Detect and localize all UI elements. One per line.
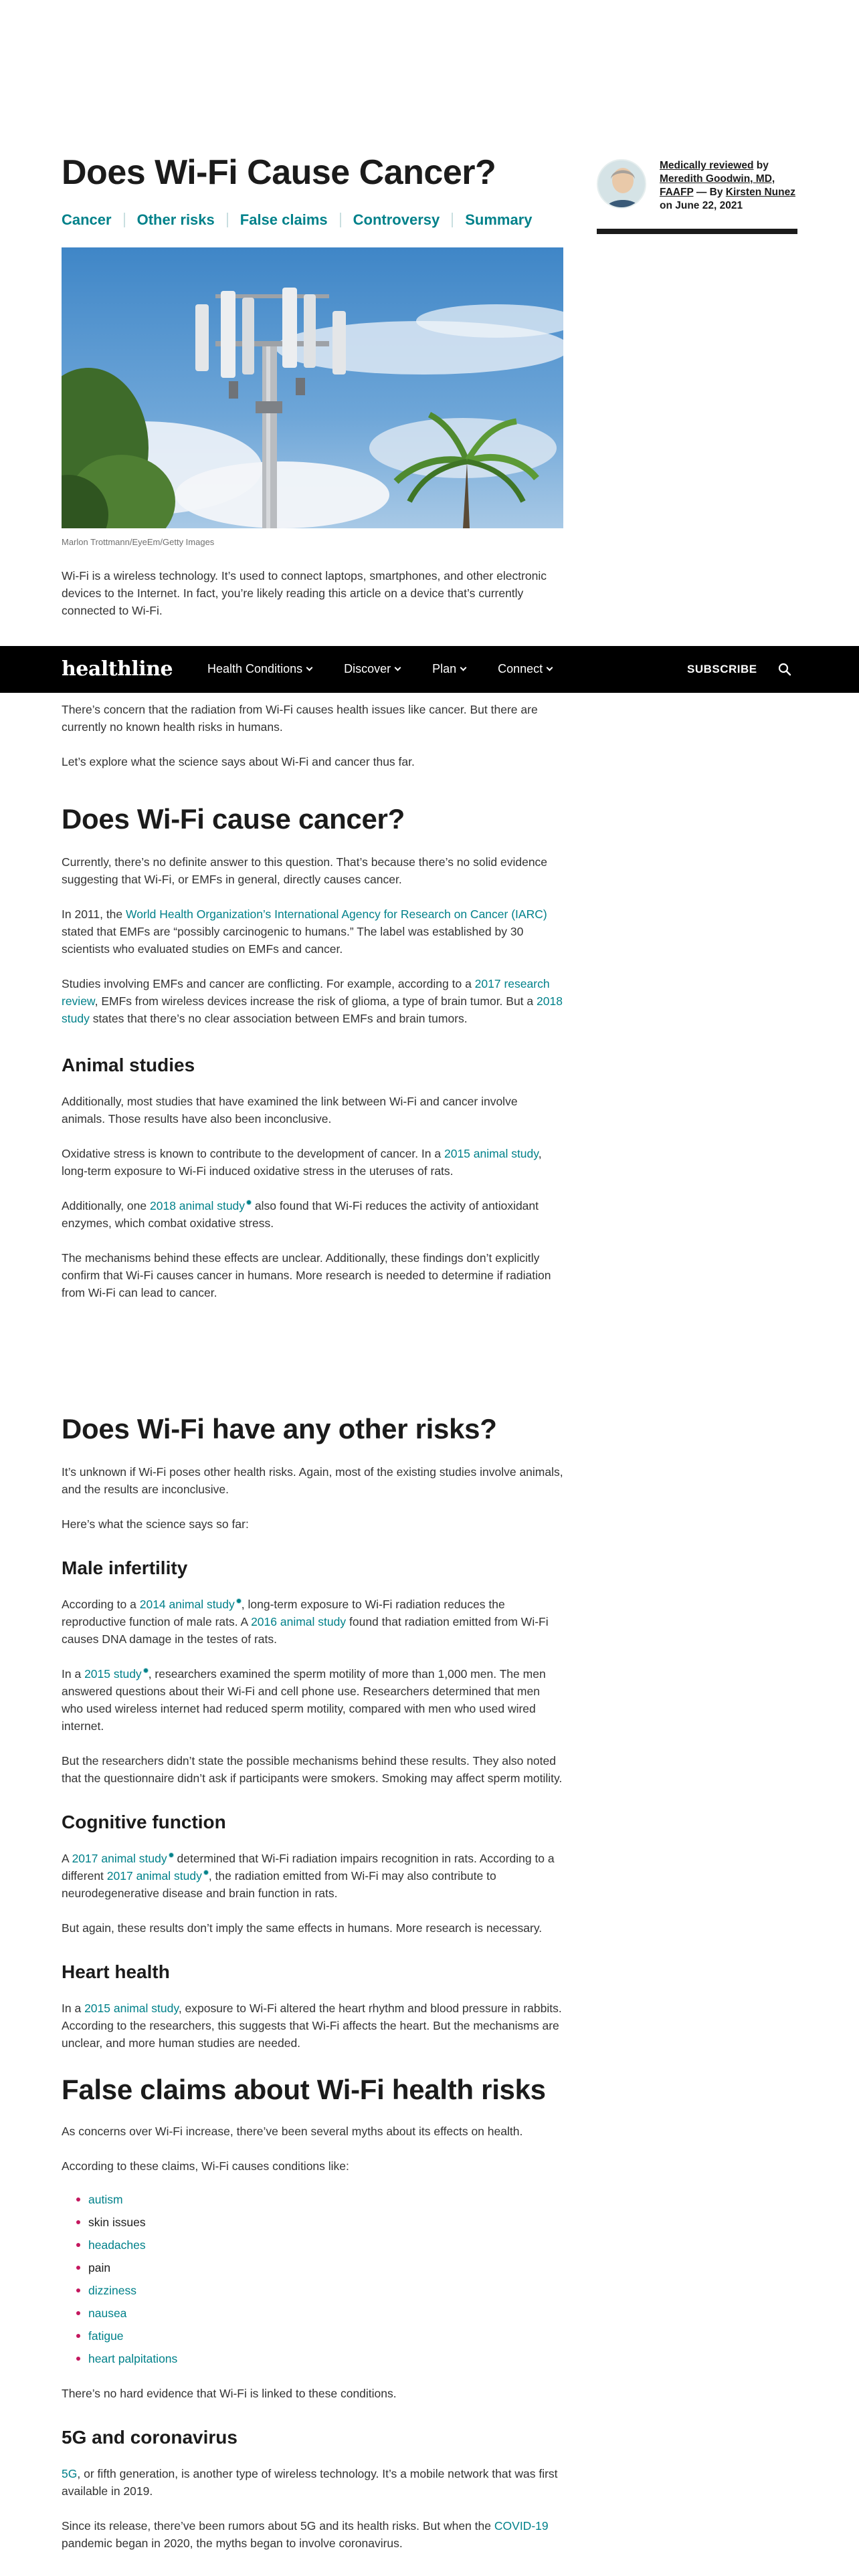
list-item[interactable] <box>62 2234 563 2256</box>
reviewer-name-link[interactable]: Meredith Goodwin, MD, FAAFP <box>660 173 775 198</box>
animal-study-2016-link[interactable]: 2016 animal study <box>251 1615 347 1628</box>
other-risks-section <box>62 1412 563 2552</box>
author-name-link[interactable]: Kirsten Nunez <box>725 187 795 198</box>
cell-tower-photo <box>62 247 563 528</box>
section-heading-male-infertility: Male infertility <box>62 1558 188 1578</box>
animal-paragraph-1: Additionally, most studies that have examined the link between Wi-Fi and cancer involve animals. Those results have also been inconclusive. <box>62 1095 518 1125</box>
text: In a <box>62 2002 85 2015</box>
nav-item-connect[interactable] <box>498 662 552 676</box>
false-claims-paragraph-1: As concerns over Wi-Fi increase, there’ve been several myths about its effects on health. <box>62 2125 523 2138</box>
text: Studies involving EMFs and cancer are conflicting. For example, according to a <box>62 977 475 990</box>
nav-item-label: Plan <box>432 662 457 675</box>
text: , researchers examined the sperm motility of more than 1,000 men. The men answered questions about their Wi-Fi and cell phone use. Researchers determined that men who used wireless internet had reduced sperm motility, compared with men who used wired internet. <box>62 1667 546 1733</box>
text: According to a <box>62 1598 140 1611</box>
animal-paragraph-4: The mechanisms behind these effects are unclear. Additionally, these findings don’t explicitly confirm that Wi-Fi causes cancer in humans. More research is needed to determine if radiation from Wi-Fi can lead to cancer. <box>62 1251 551 1299</box>
text: Oxidative stress is known to contribute to the development of cancer. In a <box>62 1147 444 1160</box>
animal-study-2014-link[interactable]: 2014 animal study <box>139 1598 235 1611</box>
male-paragraph-2 <box>62 1665 563 1735</box>
hero-image <box>62 247 563 528</box>
article-body <box>62 701 563 1301</box>
condition-link-fatigue[interactable]: fatigue <box>88 2329 124 2343</box>
sidebar-divider <box>597 229 797 234</box>
list-item[interactable] <box>62 2347 563 2370</box>
table-of-contents <box>62 213 563 227</box>
false-claims-paragraph-2: According to these claims, Wi-Fi causes conditions like: <box>62 2159 349 2173</box>
by-label: by <box>753 160 769 171</box>
page-title: Does Wi-Fi Cause Cancer? <box>62 153 496 192</box>
other-paragraph-2: Here’s what the science says so far: <box>62 1517 249 1531</box>
cancer-paragraph-3 <box>62 975 563 1027</box>
nav-item-label: Health Conditions <box>207 662 303 675</box>
text: states that there’s no clear association between EMFs and brain tumors. <box>89 1012 468 1025</box>
toc-item-other-risks[interactable]: Other risks <box>124 213 227 227</box>
trusted-source-icon[interactable] <box>143 1668 149 1673</box>
cancer-paragraph-2 <box>62 905 563 958</box>
list-item[interactable] <box>62 2188 563 2211</box>
5g-link[interactable]: 5G <box>62 2467 78 2480</box>
intro-paragraph: Wi-Fi is a wireless technology. It’s used to connect laptops, smartphones, and other electronic devices to the Internet. In fact, you’re likely reading this article on a device that’s currently connected to Wi-Fi. <box>62 569 547 617</box>
other-paragraph-1: It’s unknown if Wi-Fi poses other health risks. Again, most of the existing studies involve animals, and the results are inconclusive. <box>62 1465 563 1496</box>
trusted-source-icon[interactable] <box>203 1870 209 1875</box>
animal-study-2017b-link[interactable]: 2017 animal study <box>106 1869 202 1883</box>
cancer-paragraph-1: Currently, there’s no definite answer to this question. That’s because there’s no solid evidence suggesting that Wi-Fi, or EMFs in general, directly causes cancer. <box>62 855 548 886</box>
nav-item-plan[interactable] <box>432 662 466 676</box>
medically-reviewed-link[interactable]: Medically reviewed <box>660 160 754 171</box>
fiveg-paragraph-2 <box>62 2517 563 2552</box>
list-item <box>62 2256 563 2279</box>
trusted-source-icon[interactable] <box>246 1200 252 1205</box>
section-heading-animal-studies: Animal studies <box>62 1055 195 1075</box>
nav-menu <box>207 662 584 676</box>
animal-study-2017-link[interactable]: 2017 animal study <box>72 1852 167 1865</box>
text: , or fifth generation, is another type of wireless technology. It’s a mobile network that was first available in 2019. <box>62 2467 558 2498</box>
reviewer-text <box>660 159 797 213</box>
toc-item-summary[interactable]: Summary <box>452 213 544 227</box>
subscribe-button[interactable]: SUBSCRIBE <box>687 663 757 675</box>
text: determined that Wi-Fi radiation impairs recognition in rats. According to a different <box>62 1852 555 1883</box>
dash-by-label: — By <box>693 187 726 198</box>
chevron-down-icon <box>547 665 553 671</box>
animal-study-2015b-link[interactable]: 2015 animal study <box>84 2002 179 2015</box>
condition-link-headaches[interactable]: headaches <box>88 2238 146 2252</box>
nav-item-discover[interactable] <box>344 662 400 676</box>
condition-link-dizziness[interactable]: dizziness <box>88 2284 136 2297</box>
animal-study-2015-link[interactable]: 2015 animal study <box>444 1147 539 1160</box>
list-item[interactable] <box>62 2325 563 2347</box>
healthline-logo[interactable]: healthline <box>62 657 173 681</box>
male-paragraph-1 <box>62 1596 563 1648</box>
search-icon[interactable] <box>777 662 792 677</box>
nav-item-health-conditions[interactable] <box>207 662 312 676</box>
research-review-link[interactable]: 2017 research review <box>62 977 550 1008</box>
text: , exposure to Wi-Fi altered the heart rhythm and blood pressure in rabbits. According to the researchers, this suggests that Wi-Fi affects the heart. But the mechanisms are unclear, and more human studies are needed. <box>62 2002 562 2050</box>
iarc-link[interactable]: World Health Organization’s International Agency for Research on Cancer (IARC) <box>126 907 547 921</box>
reviewer-card <box>597 159 797 234</box>
section-heading-false-claims: False claims about Wi-Fi health risks <box>62 2074 546 2105</box>
image-caption: Marlon Trottmann/EyeEm/Getty Images <box>62 537 215 547</box>
nav-item-label: Connect <box>498 662 543 675</box>
text: Since its release, there’ve been rumors about 5G and its health risks. But when the <box>62 2519 494 2533</box>
chevron-down-icon <box>460 665 467 671</box>
section-heading-heart-health: Heart health <box>62 1961 170 1982</box>
condition-link-heart-palpitations[interactable]: heart palpitations <box>88 2352 178 2365</box>
text: , long-term exposure to Wi-Fi induced oxidative stress in the uteruses of rats. <box>62 1147 542 1178</box>
animal-paragraph-3 <box>62 1197 563 1232</box>
trusted-source-icon[interactable] <box>169 1852 174 1858</box>
text: also found that Wi-Fi reduces the activity of antioxidant enzymes, which combat oxidative stress. <box>62 1199 539 1230</box>
list-item <box>62 2211 563 2234</box>
text: Additionally, one <box>62 1199 150 1212</box>
cognitive-paragraph-1 <box>62 1850 563 1902</box>
sticky-navbar <box>0 646 859 693</box>
review-date: on June 22, 2021 <box>660 200 743 211</box>
text: , the radiation emitted from Wi-Fi may also contribute to neurodegenerative disease and brain function in rats. <box>62 1869 496 1900</box>
condition-skin-issues: skin issues <box>88 2216 146 2229</box>
intro-paragraph-3: Let’s explore what the science says about Wi-Fi and cancer thus far. <box>62 755 415 768</box>
text: , EMFs from wireless devices increase the risk of glioma, a type of brain tumor. But a <box>94 994 537 1008</box>
text: found that radiation emitted from Wi-Fi causes DNA damage in the testes of rats. <box>62 1615 549 1646</box>
reviewer-avatar[interactable] <box>597 159 646 209</box>
animal-study-2018-link[interactable]: 2018 animal study <box>150 1199 246 1212</box>
heart-paragraph-1 <box>62 2000 563 2052</box>
trusted-source-icon[interactable] <box>236 1598 242 1604</box>
section-heading-5g: 5G and coronavirus <box>62 2427 237 2448</box>
text: In 2011, the <box>62 907 126 921</box>
covid-19-link[interactable]: COVID-19 <box>494 2519 549 2533</box>
study-2015-link[interactable]: 2015 study <box>84 1667 142 1681</box>
text: pandemic began in 2020, the myths began to involve coronavirus. <box>62 2537 403 2550</box>
text: A <box>62 1852 72 1865</box>
condition-pain: pain <box>88 2261 111 2274</box>
intro-paragraph-2: There’s concern that the radiation from Wi-Fi causes health issues like cancer. But there are currently no known health risks in humans. <box>62 703 538 734</box>
section-heading-cognitive-function: Cognitive function <box>62 1812 226 1832</box>
list-item[interactable] <box>62 2279 563 2302</box>
toc-item-controversy[interactable]: Controversy <box>340 213 452 227</box>
list-item[interactable] <box>62 2302 563 2325</box>
animal-paragraph-2 <box>62 1145 563 1180</box>
article-header <box>62 152 563 619</box>
study-2018-link[interactable]: 2018 study <box>62 994 563 1025</box>
section-heading-cancer: Does Wi-Fi cause cancer? <box>62 803 405 835</box>
chevron-down-icon <box>306 665 313 671</box>
nav-item-label: Discover <box>344 662 391 675</box>
toc-item-cancer[interactable]: Cancer <box>62 211 112 228</box>
fiveg-paragraph-1 <box>62 2465 563 2500</box>
text: , long-term exposure to Wi-Fi radiation reduces the reproductive function of male rats. A <box>62 1598 505 1628</box>
cognitive-paragraph-2: But again, these results don’t imply the same effects in humans. More research is necessary. <box>62 1921 543 1935</box>
false-claims-paragraph-3: There’s no hard evidence that Wi-Fi is linked to these conditions. <box>62 2387 397 2400</box>
conditions-list <box>62 2188 563 2370</box>
condition-link-autism[interactable]: autism <box>88 2193 123 2206</box>
text: In a <box>62 1667 85 1681</box>
condition-link-nausea[interactable]: nausea <box>88 2306 127 2320</box>
male-paragraph-3: But the researchers didn’t state the possible mechanisms behind these results. They also noted that the questionnaire didn’t ask if participants were smokers. Smoking may affect sperm motility. <box>62 1754 563 1785</box>
chevron-down-icon <box>395 665 401 671</box>
toc-item-false-claims[interactable]: False claims <box>227 213 340 227</box>
section-heading-other-risks: Does Wi-Fi have any other risks? <box>62 1413 497 1444</box>
text: stated that EMFs are “possibly carcinogenic to humans.” The label was established by 30 scientists who evaluated studies on EMFs and cancer. <box>62 925 524 956</box>
